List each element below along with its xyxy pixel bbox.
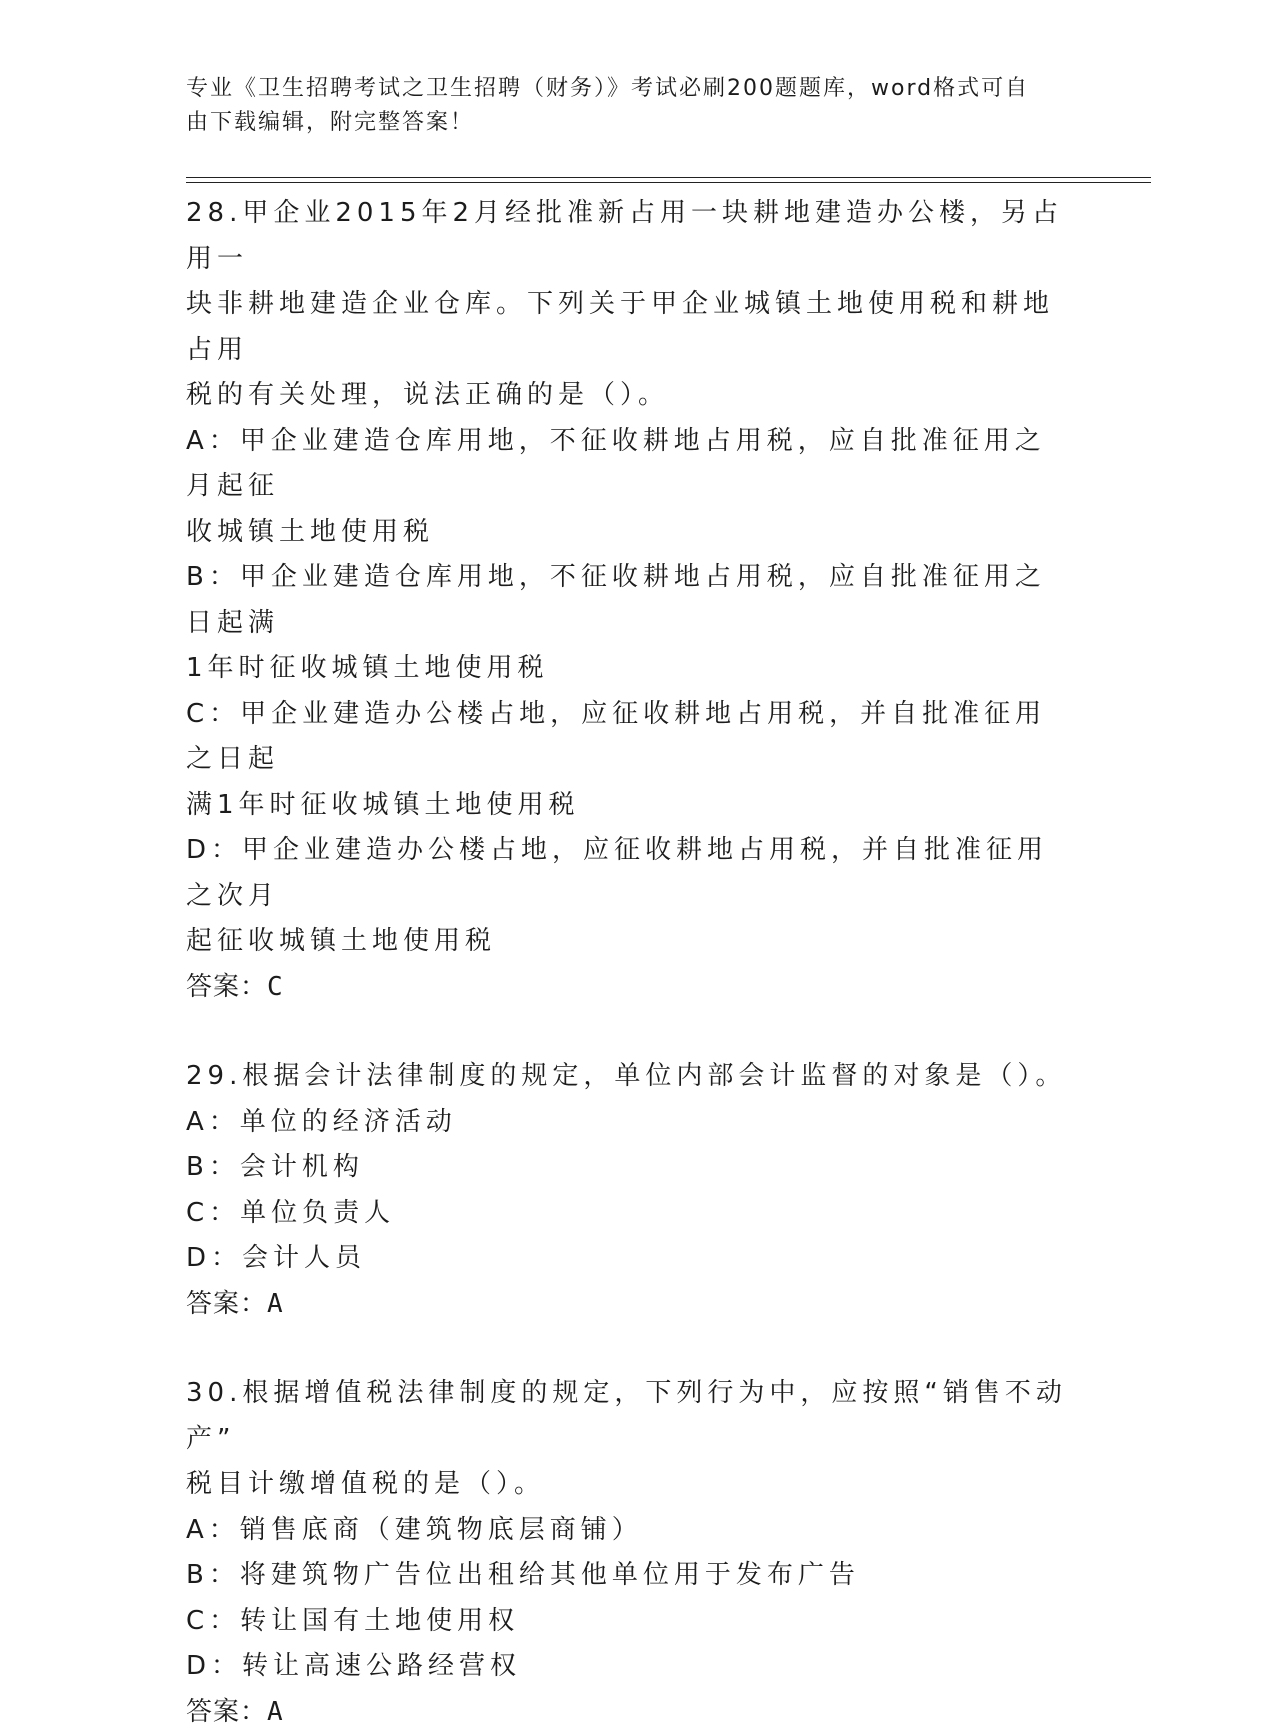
question-28	[186, 191, 1076, 1010]
header-divider-top	[186, 177, 1151, 178]
option-c-line: C：甲企业建造办公楼占地，应征收耕地占用税，并自批准征用之日起	[186, 692, 1076, 783]
question-stem-line: 28.甲企业2015年2月经批准新占用一块耕地建造办公楼，另占用一	[186, 191, 1076, 282]
option-d-line: D：转让高速公路经营权	[186, 1644, 1076, 1690]
option-d-line: D：会计人员	[186, 1236, 1076, 1282]
option-a-line: 收城镇土地使用税	[186, 510, 1076, 556]
question-stem-line: 30.根据增值税法律制度的规定，下列行为中，应按照“销售不动产”	[186, 1371, 1076, 1462]
question-stem-line: 税的有关处理，说法正确的是（）。	[186, 373, 1076, 419]
question-29	[186, 1054, 1076, 1327]
option-b-line: B：甲企业建造仓库用地，不征收耕地占用税，应自批准征用之日起满	[186, 555, 1076, 646]
option-c-line: 满1年时征收城镇土地使用税	[186, 783, 1076, 829]
question-30	[186, 1371, 1076, 1735]
option-a-line: A：甲企业建造仓库用地，不征收耕地占用税，应自批准征用之月起征	[186, 419, 1076, 510]
question-stem-line: 税目计缴增值税的是（）。	[186, 1462, 1076, 1508]
option-b-line: 1年时征收城镇土地使用税	[186, 646, 1076, 692]
option-d-line: D：甲企业建造办公楼占地，应征收耕地占用税，并自批准征用之次月	[186, 828, 1076, 919]
answer-label: 答案：C	[186, 965, 1076, 1011]
option-a-line: A：销售底商（建筑物底层商铺）	[186, 1508, 1076, 1554]
option-d-line: 起征收城镇土地使用税	[186, 919, 1076, 965]
header-line-2: 由下载编辑，附完整答案！	[186, 106, 1086, 140]
option-c-line: C：单位负责人	[186, 1191, 1076, 1237]
answer-label: 答案：A	[186, 1690, 1076, 1735]
document-header	[186, 72, 1086, 140]
header-line-1: 专业《卫生招聘考试之卫生招聘（财务）》考试必刷200题题库，word格式可自	[186, 72, 1086, 106]
question-stem-line: 29.根据会计法律制度的规定，单位内部会计监督的对象是（）。	[186, 1054, 1076, 1100]
header-divider-bottom	[186, 182, 1151, 183]
question-stem-line: 块非耕地建造企业仓库。下列关于甲企业城镇土地使用税和耕地占用	[186, 282, 1076, 373]
answer-label: 答案：A	[186, 1282, 1076, 1328]
option-b-line: B：将建筑物广告位出租给其他单位用于发布广告	[186, 1553, 1076, 1599]
option-a-line: A：单位的经济活动	[186, 1100, 1076, 1146]
option-c-line: C：转让国有土地使用权	[186, 1599, 1076, 1645]
option-b-line: B：会计机构	[186, 1145, 1076, 1191]
question-list	[186, 191, 1076, 1735]
